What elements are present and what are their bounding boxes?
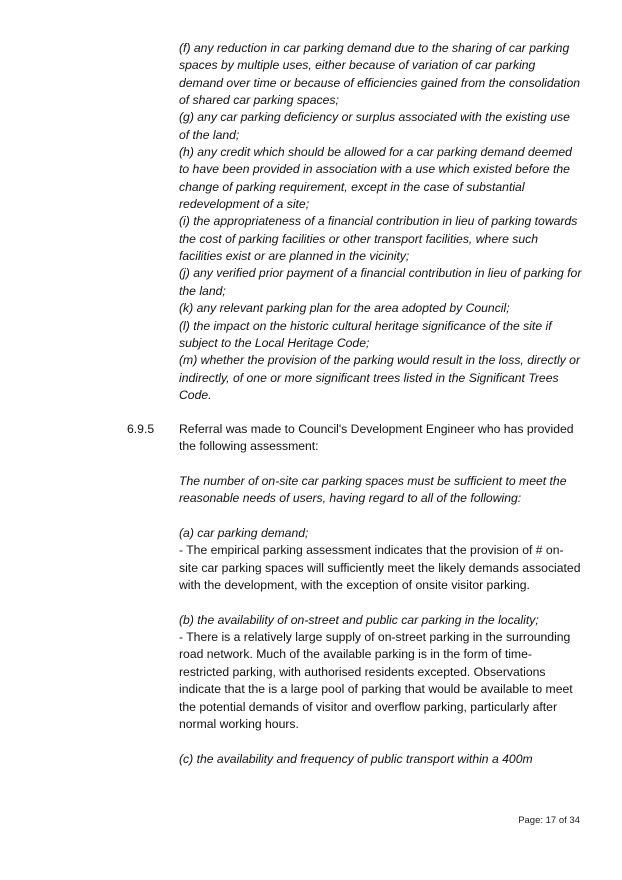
criterion-h: (h) any credit which should be allowed for a car parking demand deemed to have been provided in association with a use which existed before the change of parking requirement, except in the case of substantial redevelopment of a site;	[179, 145, 572, 212]
criterion-l: (l) the impact on the historic cultural heritage significance of the site if subject to the Local Heritage Code;	[179, 318, 552, 350]
item-a-body: - The empirical parking assessment indicates that the provision of # on-site car parking spaces will sufficiently meet the likely demands associated with the development, with the exception of onsite visitor parking.	[179, 543, 581, 593]
section-body	[179, 421, 582, 768]
item-a-heading: (a) car parking demand;	[179, 526, 309, 541]
item-c-heading: (c) the availability and frequency of public transport within a 400m	[179, 751, 533, 766]
item-b-body: - There is a relatively large supply of on-street parking in the surrounding road network. Much of the available parking is in the form of time-restricted parking, with authorised residents excepted. Observations indicate that the is a large pool of parking that would be available to meet the potential demands of visitor and overflow parking, particularly after normal working hours.	[179, 630, 573, 731]
item-b-heading: (b) the availability of on-street and public car parking in the locality;	[179, 612, 539, 627]
criterion-i: (i) the appropriateness of a financial contribution in lieu of parking towards the cost of parking facilities or other transport facilities, where such facilities exist or are planned in the vicinity;	[179, 214, 578, 264]
criterion-f: (f) any reduction in car parking demand due to the sharing of car parking spaces by multiple uses, either because of variation of car parking demand over time or because of efficiencies gained from the consolidation of shared car parking spaces;	[179, 41, 581, 108]
criterion-m: (m) whether the provision of the parking would result in the loss, directly or indirectly, of one or more significant trees listed in the Significant Trees Code.	[179, 353, 581, 402]
criterion-k: (k) any relevant parking plan for the area adopted by Council;	[179, 301, 510, 316]
criteria-list	[179, 40, 582, 404]
criterion-g: (g) any car parking deficiency or surplus associated with the existing use of the land;	[179, 110, 570, 142]
section-intro: Referral was made to Council's Development Engineer who has provided the following assessment:	[179, 422, 574, 454]
page-number: Page: 17 of 34	[518, 815, 580, 826]
section-number: 6.9.5	[127, 422, 155, 436]
assessment-quote: The number of on-site car parking spaces must be sufficient to meet the reasonable needs of users, having regard to all of the following:	[179, 474, 567, 506]
criterion-j: (j) any verified prior payment of a financial contribution in lieu of parking for the land;	[179, 266, 582, 298]
